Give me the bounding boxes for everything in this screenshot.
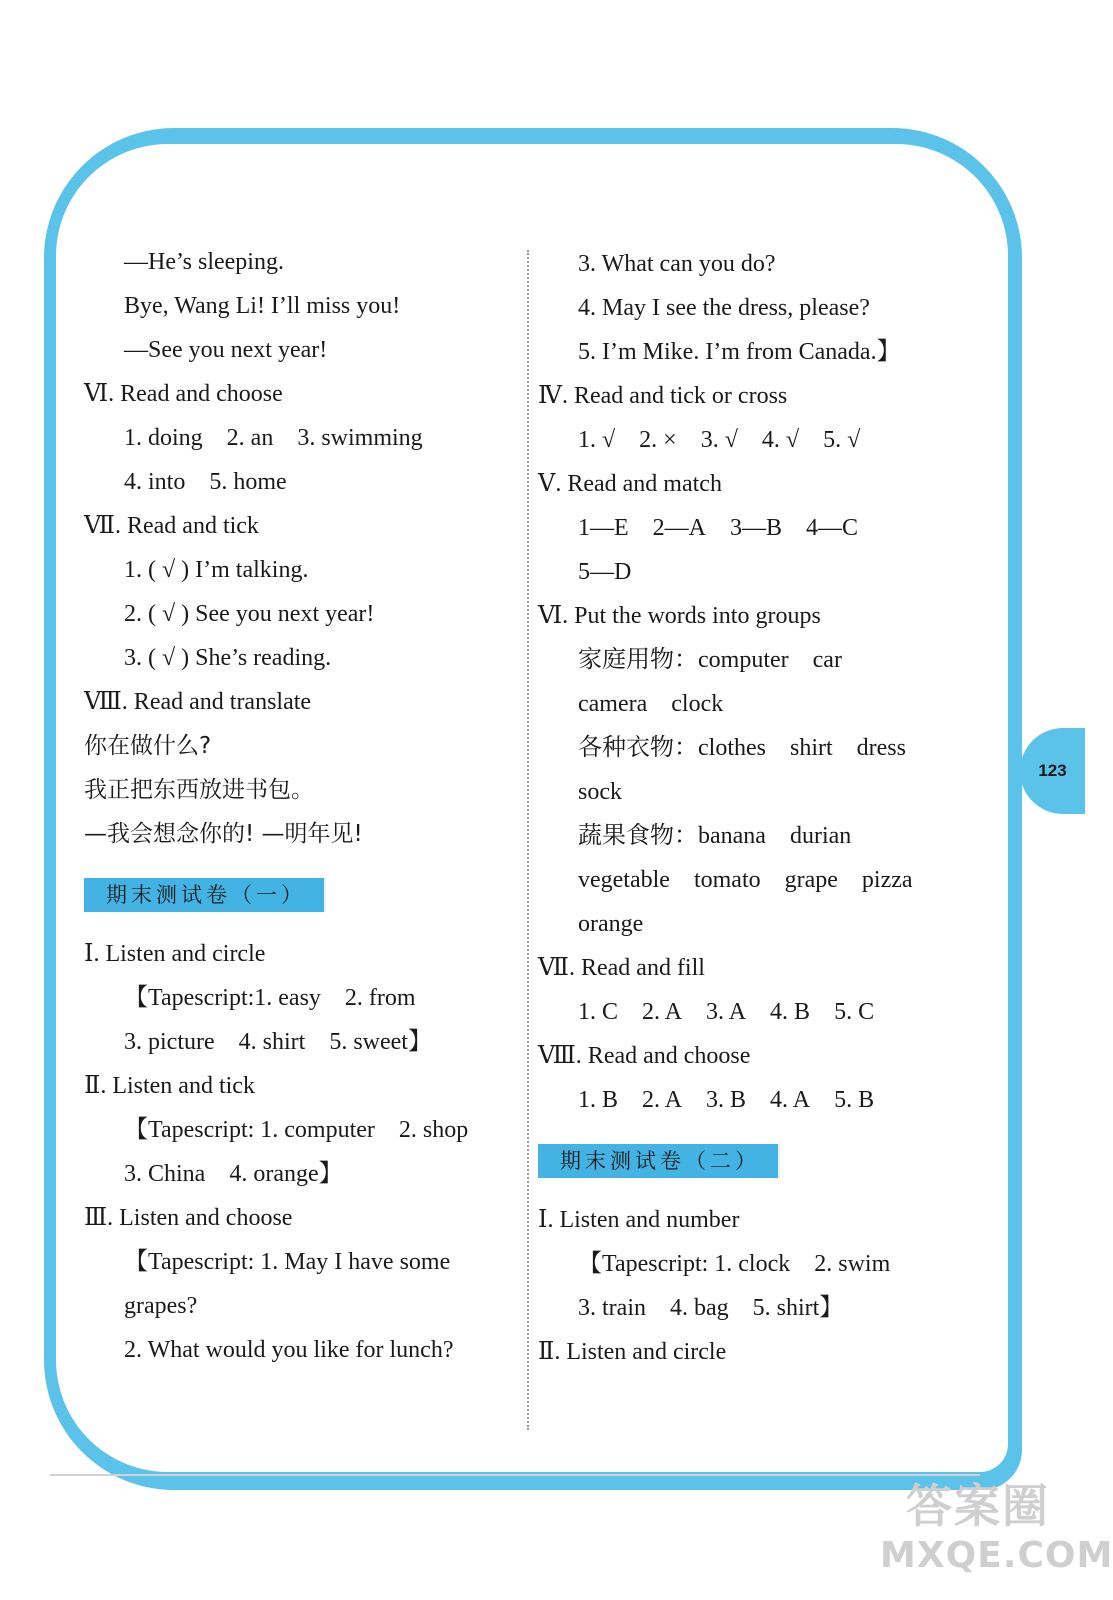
exercise-heading: Ⅴ. Read and match	[538, 471, 722, 497]
watermark-site: MXQE.COM	[880, 1535, 1113, 1576]
exercise-heading: Ⅱ. Listen and circle	[538, 1339, 727, 1365]
answer-line	[578, 638, 968, 682]
answer-item: 3. √	[700, 427, 738, 453]
answer-item: 4. into	[124, 469, 186, 495]
answer-item: 3. swimming	[297, 425, 423, 451]
page-number-tab	[1020, 728, 1085, 814]
answer-item: 1. √	[578, 427, 616, 453]
exercise-heading: Ⅶ. Read and fill	[538, 955, 705, 981]
answer-item: 家庭用物：computer	[578, 647, 789, 673]
column-divider	[527, 250, 529, 1430]
answer-line	[124, 416, 514, 460]
answer-line: —He’s sleeping.	[124, 249, 284, 275]
watermark	[880, 1478, 1113, 1590]
answer-line	[124, 1020, 514, 1064]
answer-item: 各种衣物：clothes	[578, 735, 766, 761]
section-banner-row	[538, 1122, 968, 1198]
exercise-heading: Ⅷ. Read and translate	[84, 689, 312, 715]
answer-line: 【Tapescript: 1. May I have some	[124, 1249, 451, 1275]
answer-item: shirt	[789, 735, 833, 761]
exercise-heading: Ⅷ. Read and choose	[538, 1043, 751, 1069]
answer-item: dress	[856, 735, 906, 761]
answer-item: car	[812, 647, 842, 673]
answer-item: 5. √	[823, 427, 861, 453]
answer-item: camera	[578, 691, 648, 717]
answer-item: 1—E	[578, 515, 629, 541]
answer-item: 3. A	[706, 999, 747, 1025]
answer-line: 4. May I see the dress, please?	[578, 295, 870, 321]
exercise-heading: Ⅲ. Listen and choose	[84, 1205, 293, 1231]
answer-item: 2—A	[652, 515, 707, 541]
answer-item: 2. swim	[814, 1251, 891, 1277]
answer-line: —我会想念你的! —明年见!	[84, 821, 363, 847]
answer-item: 1. C	[578, 999, 619, 1025]
answer-line	[578, 814, 968, 858]
answer-item: 2. from	[344, 985, 416, 1011]
answer-line: 1. ( √ ) I’m talking.	[124, 557, 309, 583]
right-column	[538, 242, 968, 1374]
answer-item: 4. orange】	[229, 1161, 343, 1187]
answer-item: 【Tapescript: 1. clock	[578, 1251, 791, 1277]
page-number: 123	[1038, 761, 1067, 780]
answer-line: 2. ( √ ) See you next year!	[124, 601, 375, 627]
exercise-heading: Ⅳ. Read and tick or cross	[538, 383, 788, 409]
watermark-logo-text: 答案圈	[906, 1479, 1050, 1533]
answer-item: 4. bag	[669, 1295, 729, 1321]
section-banner: 期末测试卷（二）	[538, 1144, 780, 1178]
answer-line: grapes?	[124, 1293, 198, 1319]
answer-line: sock	[578, 779, 622, 805]
exercise-heading: Ⅱ. Listen and tick	[84, 1073, 255, 1099]
answer-item: 4. √	[761, 427, 800, 453]
answer-line: Bye, Wang Li! I’ll miss you!	[124, 293, 401, 319]
answer-line	[578, 1286, 968, 1330]
answer-line	[124, 976, 514, 1020]
exercise-heading: Ⅰ. Listen and circle	[84, 941, 266, 967]
answer-line: 5. I’m Mike. I’m from Canada.】	[578, 339, 901, 365]
answer-line: 你在做什么?	[84, 733, 212, 759]
answer-item: 3. picture	[124, 1029, 215, 1055]
answer-line	[578, 418, 968, 462]
exercise-heading: Ⅶ. Read and tick	[84, 513, 259, 539]
answer-line: 3. ( √ ) She’s reading.	[124, 645, 332, 671]
answer-item: 1. doing	[124, 425, 203, 451]
answer-item: 1. B	[578, 1087, 619, 1113]
answer-item: 3. train	[578, 1295, 646, 1321]
answer-item: 3—B	[730, 515, 783, 541]
answer-item: 5. home	[209, 469, 287, 495]
answer-item: 4. shirt	[238, 1029, 306, 1055]
answer-line	[578, 726, 968, 770]
answer-item: 2. ×	[639, 427, 677, 453]
answer-line	[578, 858, 968, 902]
answer-item: grape	[784, 867, 838, 893]
exercise-heading: Ⅰ. Listen and number	[538, 1207, 740, 1233]
answer-item: 3. B	[706, 1087, 747, 1113]
answer-item: pizza	[861, 867, 913, 893]
answer-line	[578, 1078, 968, 1122]
answer-line: orange	[578, 911, 644, 937]
answer-item: 5. sweet】	[329, 1029, 432, 1055]
answer-line: 2. What would you like for lunch?	[124, 1337, 454, 1363]
page-bottom-rule	[50, 1474, 980, 1476]
answer-line: —See you next year!	[124, 337, 328, 363]
exercise-heading: Ⅵ. Read and choose	[84, 381, 283, 407]
answer-item: clock	[671, 691, 724, 717]
answer-line: 3. What can you do?	[578, 251, 776, 277]
answer-item: 【Tapescript: 1. computer	[124, 1117, 375, 1143]
answer-item: 5. B	[834, 1087, 875, 1113]
answer-item: durian	[789, 823, 852, 849]
answer-line	[578, 990, 968, 1034]
answer-item: 蔬果食物：banana	[578, 823, 766, 849]
section-banner-row	[84, 856, 514, 932]
answer-item: 2. A	[642, 1087, 683, 1113]
section-banner: 期末测试卷（一）	[84, 878, 326, 912]
left-column	[84, 240, 514, 1372]
answer-item: tomato	[693, 867, 761, 893]
answer-line	[124, 460, 514, 504]
answer-line	[578, 682, 968, 726]
answer-item: 【Tapescript:1. easy	[124, 985, 321, 1011]
answer-line: 我正把东西放进书包。	[84, 777, 314, 803]
answer-line: 5—D	[578, 559, 632, 585]
answer-item: 4. B	[770, 999, 811, 1025]
answer-item: 2. shop	[398, 1117, 469, 1143]
answer-item: 2. an	[226, 425, 274, 451]
answer-item: vegetable	[578, 867, 670, 893]
answer-line	[124, 1108, 514, 1152]
answer-line	[578, 506, 968, 550]
exercise-heading: Ⅵ. Put the words into groups	[538, 603, 821, 629]
answer-item: 3. China	[124, 1161, 206, 1187]
answer-item: 4. A	[770, 1087, 811, 1113]
answer-item: 2. A	[642, 999, 683, 1025]
answer-item: 4—C	[806, 515, 859, 541]
answer-line	[124, 1152, 514, 1196]
answer-item: 5. C	[834, 999, 875, 1025]
answer-line	[578, 1242, 968, 1286]
answer-item: 5. shirt】	[752, 1295, 844, 1321]
